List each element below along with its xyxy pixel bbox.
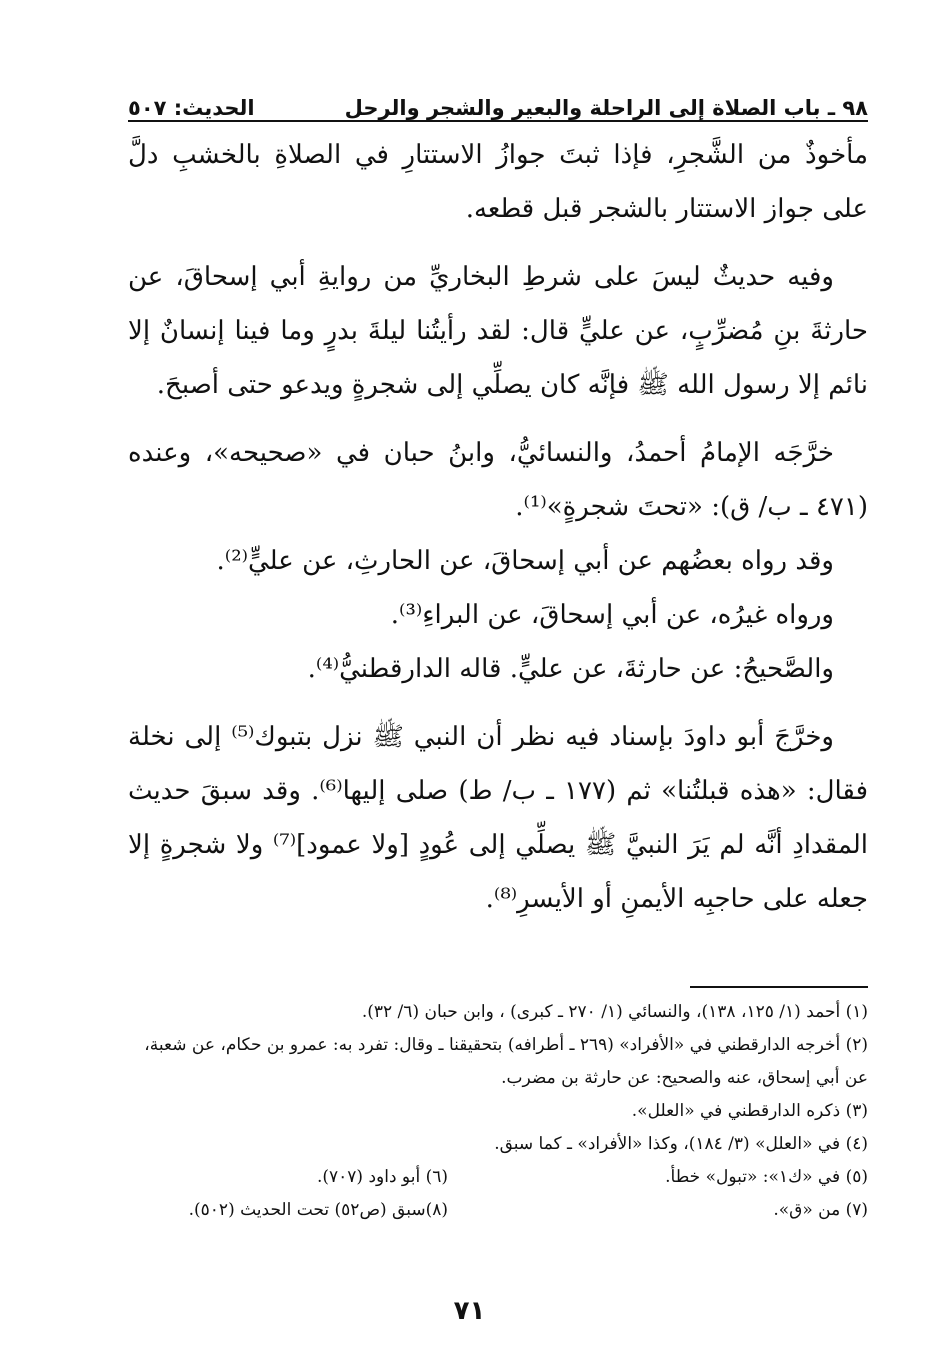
footnotes (128, 996, 868, 1227)
footnote: (٧) من «ق». (773, 1200, 868, 1220)
footnote: (٥) في «ك١»: «تبول» خطأ. (665, 1167, 868, 1187)
paragraph: والصَّحيحُ: عن حارثةَ، عن عليٍّ. قاله الدارقطنيُّ⁽⁴⁾. (307, 654, 834, 684)
footnote: (٣) ذكره الدارقطني في «العلل». (631, 1101, 868, 1121)
paragraph: وخرَّجَ أبو داودَ بإسناد فيه نظر أن النبي ﷺ نزل بتبوك⁽⁵⁾ إلى نخلة فقال: «هذه قبلتُنا» ثم (١٧٧ ـ ب/ ط) صلى إليها⁽⁶⁾. وقد سبقَ حديث المقدادِ أنَّه لم يَرَ النبيَّ ﷺ يصلِّي إلى عُودٍ [ولا عمود]⁽⁷⁾ ولا شجرةٍ إلا جعله على حاجبِه الأيمنِ أو الأيسرِ⁽⁸⁾. (128, 722, 869, 914)
paragraph: مأخوذٌ من الشَّجرِ، فإذا ثبتَ جوازُ الاستتارِ في الصلاةِ بالخشبِ دلَّ على جواز الاستتار بالشجر قبل قطعه. (128, 140, 868, 224)
footnote-row (128, 1194, 868, 1227)
running-header (128, 84, 868, 120)
paragraph: خرَّجَه الإمامُ أحمدُ، والنسائيُّ، وابنُ حبان في «صحيحه»، وعنده (٤٧١ ـ ب/ ق): «تحتَ شجرةٍ»⁽¹⁾. (128, 438, 868, 522)
paragraph: ورواه غيرُه، عن أبي إسحاقَ، عن البراءِ⁽³⁾. (390, 600, 834, 630)
footnote: (١) أحمد (١/ ١٢٥، ١٣٨)، والنسائي (١/ ٢٧٠ ـ كبرى) ، وابن حبان (٦/ ٣٢). (361, 1002, 868, 1022)
footnote: (٨)سبق (ص٥٢) تحت الحديث (٥٠٢). (188, 1200, 448, 1220)
footnote: (٦) أبو داود (٧٠٧). (316, 1167, 448, 1187)
hadith-reference: الحديث: ٥٠٧ (128, 96, 255, 120)
page-number: ٧١ (453, 1296, 486, 1326)
main-text (128, 128, 868, 926)
footnote: (٢) أخرجه الدارقطني في «الأفراد» (٢٦٩ ـ أطرافه) بتحقيقنا ـ وقال: تفرد به: عمرو بن حكام، عن شعبة، عن أبي إسحاق، عنه والصحيح: عن حارثة بن مضرب. (144, 1035, 868, 1088)
paragraph: وقد رواه بعضُهم عن أبي إسحاقَ، عن الحارثِ، عن عليٍّ⁽²⁾. (216, 546, 834, 576)
footnote: (٤) في «العلل» (٣/ ١٨٤)، وكذا «الأفراد» ـ كما سبق. (494, 1134, 868, 1154)
header-divider (128, 120, 868, 122)
footnote-row (128, 1161, 868, 1194)
paragraph: وفيه حديثٌ ليسَ على شرطِ البخاريِّ من روايةِ أبي إسحاقَ، عن حارثةَ بنِ مُضرِّبٍ، عن عليٍّ قال: لقد رأيتُنا ليلةَ بدرٍ وما فينا إنسانٌ إلا نائم إلا رسول الله ﷺ فإنَّه كان يصلِّي إلى شجرةٍ ويدعو حتى أصبحَ. (128, 262, 868, 400)
footnote-separator (690, 986, 868, 988)
chapter-title: ٩٨ ـ باب الصلاة إلى الراحلة والبعير والشجر والرحل (344, 96, 868, 120)
